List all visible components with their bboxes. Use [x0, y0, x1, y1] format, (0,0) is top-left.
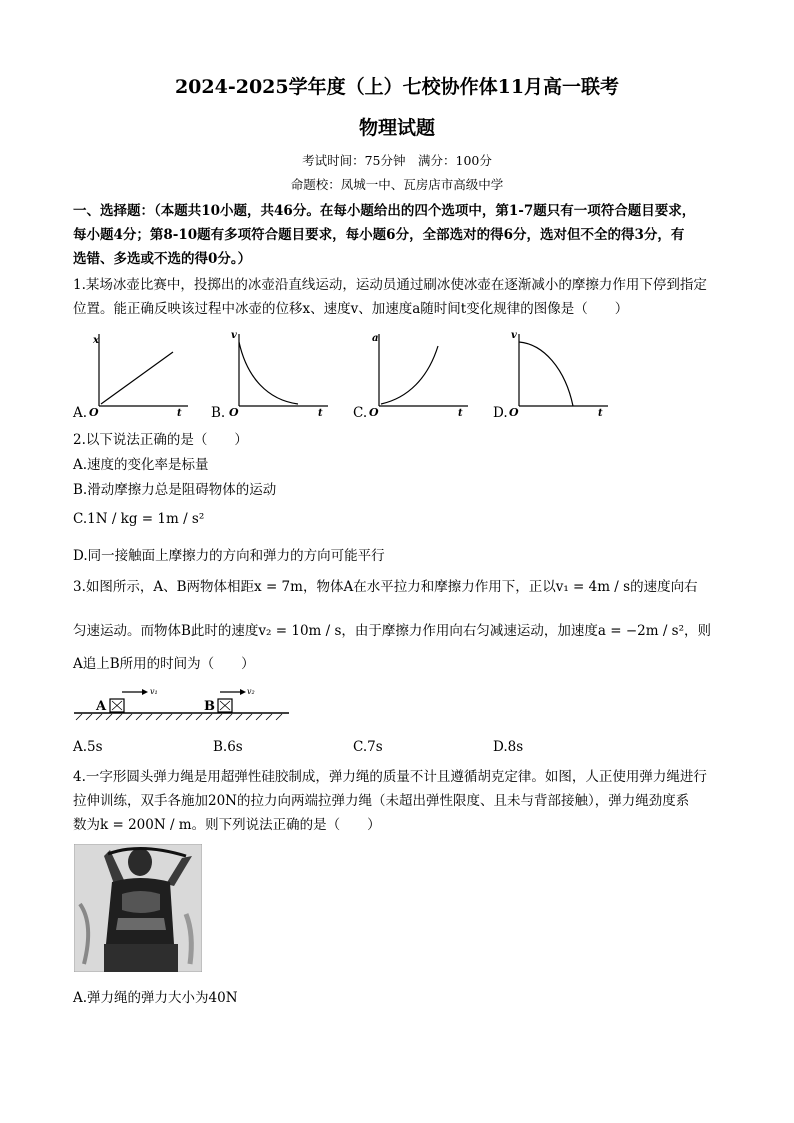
graph-d	[503, 328, 613, 420]
graph-b-origin: O	[229, 406, 239, 419]
q1-option-a[interactable]: A.	[73, 405, 88, 421]
graph-d-ylabel: v	[511, 330, 517, 341]
q4-line3: 数为k = 200N / m。则下列说法正确的是（ ）	[73, 817, 381, 833]
graph-a-origin: O	[89, 406, 99, 419]
exam-title: 2024-2025学年度（上）七校协作体11月高一联考	[174, 76, 620, 98]
q1-option-b[interactable]: B.	[211, 405, 226, 421]
school-info: 命题校：凤城一中、瓦房店市高级中学	[290, 177, 504, 192]
q2-option-d[interactable]: D.同一接触面上摩擦力的方向和弹力的方向可能平行	[73, 548, 385, 564]
q4-option-a[interactable]: A.弹力绳的弹力大小为40N	[73, 990, 238, 1006]
section1-line2: 每小题4分；第8-10题有多项符合题目要求，每小题6分，全部选对的得6分，选对但不全的得3分，有	[73, 227, 685, 243]
graph-b-ylabel: v	[231, 330, 237, 341]
v2-label: v₂	[247, 687, 255, 696]
graph-c-ylabel: a	[372, 333, 379, 344]
time-info: 考试时间：75分钟 满分：100分	[302, 153, 492, 168]
graph-d-curve	[519, 342, 573, 406]
graph-c-xlabel: t	[458, 408, 463, 419]
section1-line3: 选错、多选或不选的得0分。）	[73, 251, 252, 267]
q1-line1: 1.某场冰壶比赛中，投掷出的冰壶沿直线运动，运动员通过刷冰使冰壶在逐渐减小的摩擦力作用下停到指定	[73, 277, 707, 293]
graph-a-xlabel: t	[177, 408, 182, 419]
q3-line3: A追上B所用的时间为（ ）	[73, 656, 255, 672]
subject-title: 物理试题	[358, 117, 435, 139]
q1-line2: 位置。能正确反映该过程中冰壶的位移x、速度v、加速度a随时间t变化规律的图像是（ ）	[73, 301, 629, 317]
section1-line1: 一、选择题：（本题共10小题，共46分。在每小题给出的四个选项中，第1-7题只有一项符合题目要求，	[73, 203, 696, 219]
q2-option-b[interactable]: B.滑动摩擦力总是阻碍物体的运动	[73, 482, 277, 498]
graph-d-xlabel: t	[598, 408, 603, 419]
block-a-label: A	[96, 699, 107, 714]
graph-c	[363, 328, 473, 420]
q3-figure	[74, 680, 294, 725]
graph-c-curve	[381, 346, 438, 404]
q4-photo	[74, 844, 202, 972]
graph-d-origin: O	[509, 406, 519, 419]
block-b-label: B	[204, 699, 215, 714]
graph-a	[83, 328, 193, 420]
q3-option-b[interactable]: B.6s	[213, 739, 243, 755]
q3-option-c[interactable]: C.7s	[353, 739, 383, 755]
q1-option-d[interactable]: D.	[493, 405, 508, 421]
q2-option-c[interactable]: C.1N / kg = 1m / s²	[73, 511, 205, 527]
graph-c-origin: O	[369, 406, 379, 419]
graph-b	[223, 328, 333, 420]
q3-option-a[interactable]: A.5s	[73, 739, 103, 755]
q1-graphs	[73, 328, 733, 423]
q2-stem: 2.以下说法正确的是（ ）	[73, 432, 248, 448]
graph-b-curve	[239, 342, 298, 404]
q3-options	[73, 739, 733, 759]
q2-option-a[interactable]: A.速度的变化率是标量	[73, 457, 209, 473]
q4-line1: 4.一字形圆头弹力绳是用超弹性硅胶制成，弹力绳的质量不计且遵循胡克定律。如图，人正使用弹力绳进行	[73, 769, 707, 785]
q1-option-c[interactable]: C.	[353, 405, 368, 421]
graph-a-curve	[101, 352, 173, 404]
q3-line1: 3.如图所示，A、B两物体相距x = 7m，物体A在水平拉力和摩擦力作用下，正以v₁ = 4m / s的速度向右	[73, 579, 698, 595]
graph-a-ylabel: x	[93, 335, 99, 346]
v1-label: v₁	[150, 687, 158, 696]
q3-option-d[interactable]: D.8s	[493, 739, 524, 755]
graph-b-xlabel: t	[318, 408, 323, 419]
q4-line2: 拉伸训练，双手各施加20N的拉力向两端拉弹力绳（未超出弹性限度、且未与背部接触），弹力绳劲度系	[73, 793, 690, 809]
q3-line2: 匀速运动。而物体B此时的速度v₂ = 10m / s，由于摩擦力作用向右匀减速运动，加速度a = −2m / s²，则	[73, 623, 712, 639]
